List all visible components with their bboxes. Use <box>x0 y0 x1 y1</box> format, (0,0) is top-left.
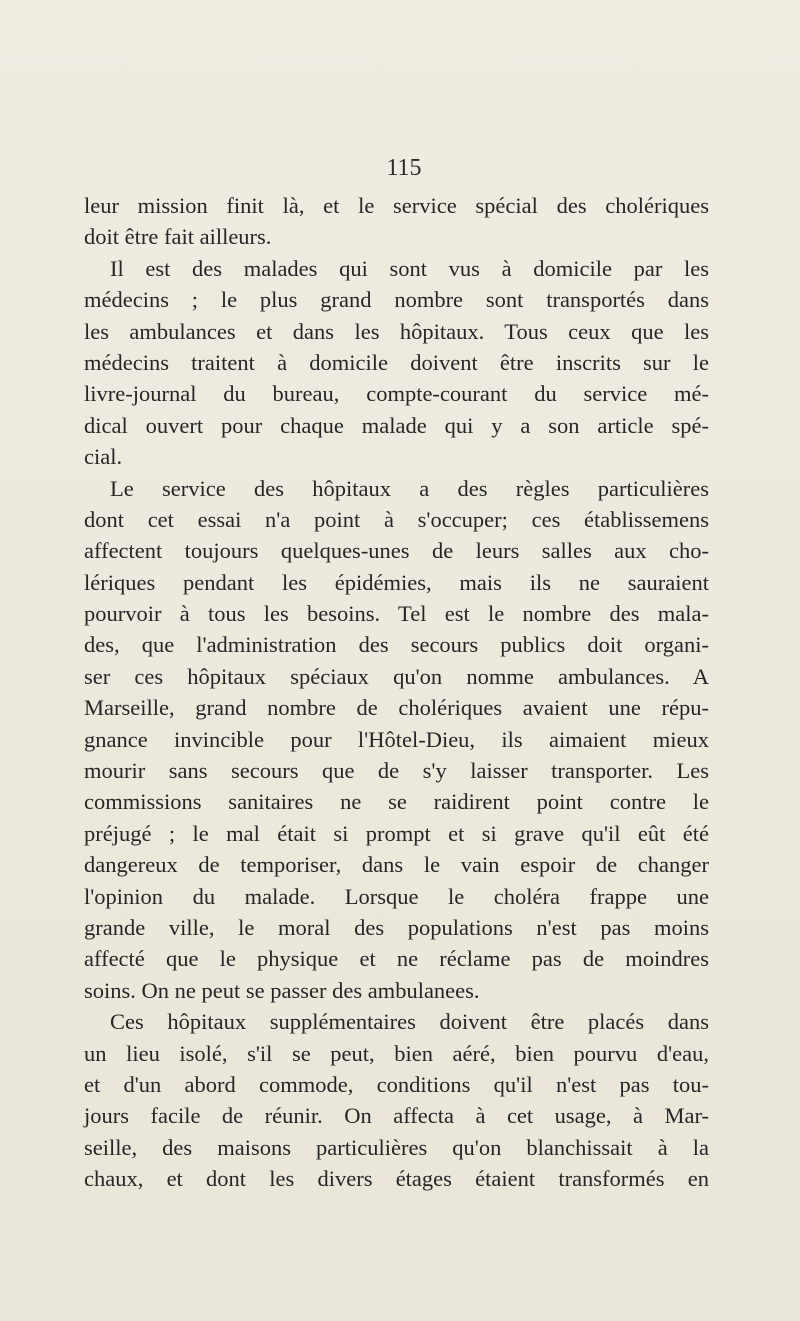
text-line: dical ouvert pour chaque malade qui y a son article spé- <box>84 412 709 438</box>
text-line: Le service des hôpitaux a des règles particulières <box>110 475 709 501</box>
text-line: pourvoir à tous les besoins. Tel est le nombre des mala- <box>84 601 709 627</box>
text-line: un lieu isolé, s'il se peut, bien aéré, bien pourvu d'eau, <box>84 1040 709 1066</box>
text-line: seille, des maisons particulières qu'on blanchissait à la <box>84 1134 709 1160</box>
text-line: affecté que le physique et ne réclame pas de moindres <box>84 946 709 972</box>
text-line: Ces hôpitaux supplémentaires doivent être placés dans <box>110 1009 709 1035</box>
text-line: l'opinion du malade. Lorsque le choléra frappe une <box>84 883 709 909</box>
text-line: ser ces hôpitaux spéciaux qu'on nomme ambulances. A <box>84 663 709 689</box>
text-line: dangereux de temporiser, dans le vain espoir de changer <box>84 852 709 878</box>
text-line: et d'un abord commode, conditions qu'il n'est pas tou- <box>84 1071 709 1097</box>
text-line: Il est des malades qui sont vus à domicile par les <box>110 255 709 281</box>
text-line: gnance invincible pour l'Hôtel-Dieu, ils aimaient mieux <box>84 726 709 752</box>
text-line: cial. <box>84 444 123 470</box>
text-line: les ambulances et dans les hôpitaux. Tous ceux que les <box>84 318 709 344</box>
body-text <box>84 190 709 1195</box>
text-line: leur mission finit là, et le service spécial des cholériques <box>84 193 709 218</box>
text-line: mourir sans secours que de s'y laisser transporter. Les <box>84 758 709 784</box>
text-line: livre-journal du bureau, compte-courant du service mé- <box>84 381 709 407</box>
text-line: doit être fait ailleurs. <box>84 224 272 250</box>
text-line: commissions sanitaires ne se raidirent point contre le <box>84 789 709 815</box>
text-line: soins. On ne peut se passer des ambulanees. <box>84 977 480 1003</box>
text-line: lériques pendant les épidémies, mais ils ne sauraient <box>84 569 709 595</box>
text-line: chaux, et dont les divers étages étaient transformés en <box>84 1166 709 1192</box>
page-number: 115 <box>386 155 422 181</box>
text-line: médecins ; le plus grand nombre sont transportés dans <box>84 287 709 313</box>
text-line: grande ville, le moral des populations n'est pas moins <box>84 914 709 940</box>
text-line: préjugé ; le mal était si prompt et si grave qu'il eût été <box>84 820 709 846</box>
text-line: jours facile de réunir. On affecta à cet usage, à Mar- <box>84 1103 709 1129</box>
text-line: médecins traitent à domicile doivent être inscrits sur le <box>84 349 709 375</box>
text-line: affectent toujours quelques-unes de leurs salles aux cho- <box>84 538 709 564</box>
text-line: des, que l'administration des secours publics doit organi- <box>84 632 709 658</box>
text-line: dont cet essai n'a point à s'occuper; ces établissemens <box>84 506 709 532</box>
text-line: Marseille, grand nombre de cholériques avaient une répu- <box>84 695 709 721</box>
